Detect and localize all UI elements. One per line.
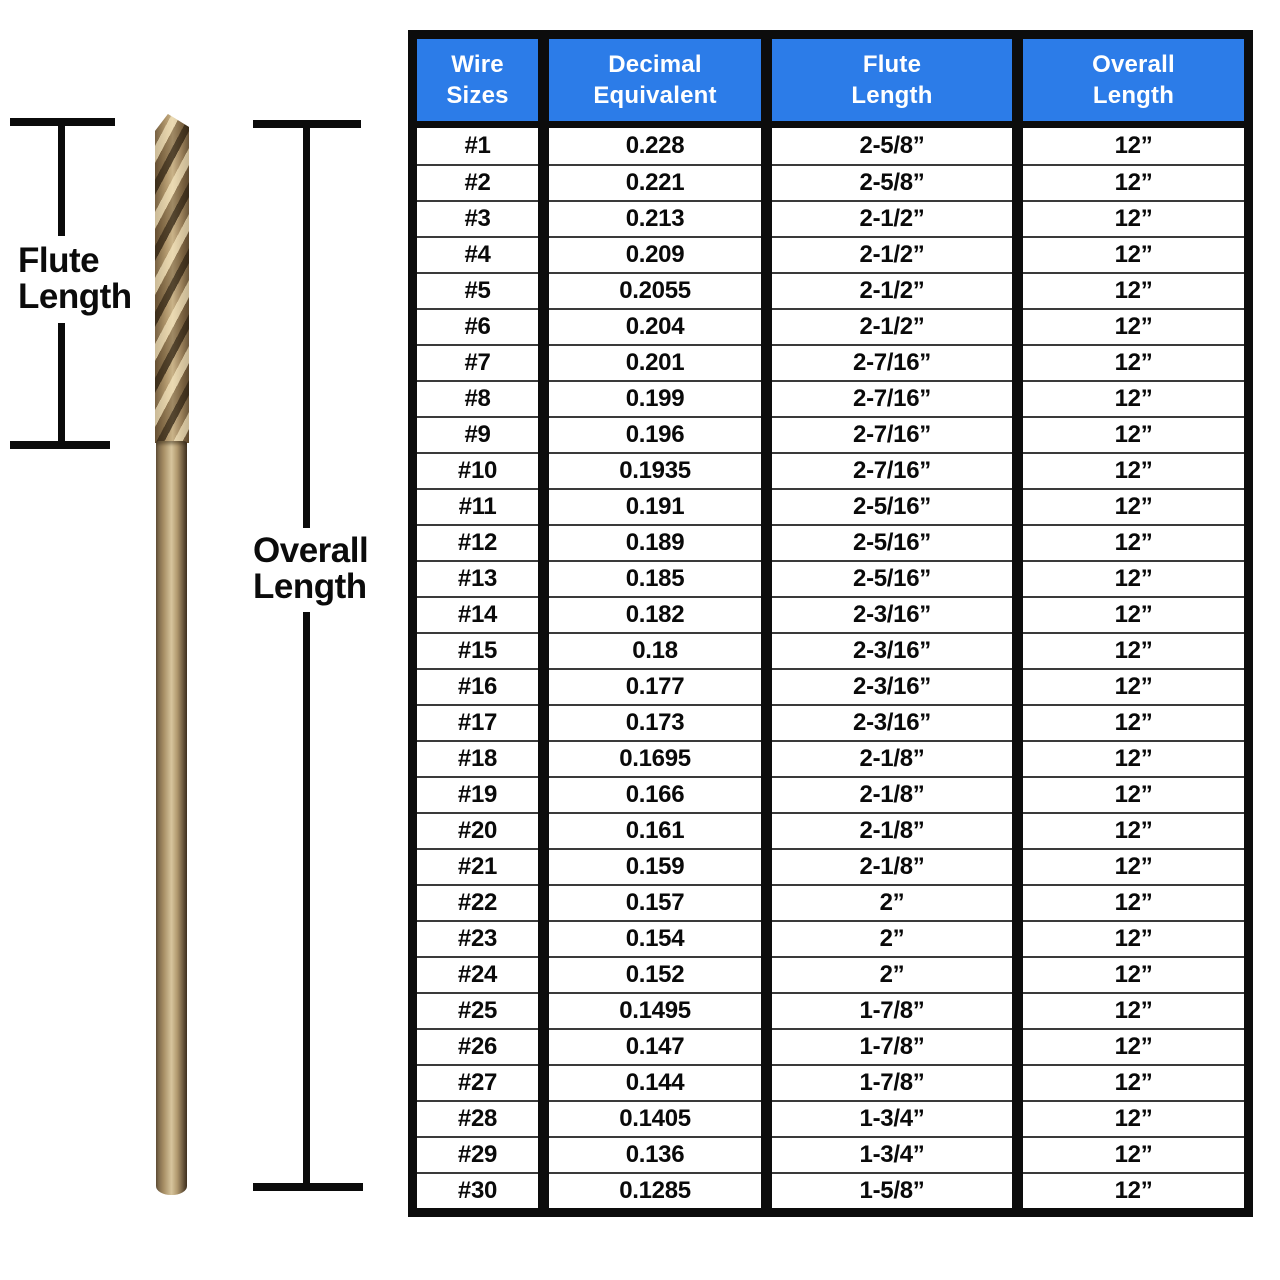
table-cell: 12” (1023, 128, 1244, 164)
table-cell: 2-1/2” (772, 236, 1012, 272)
table-cell: 12” (1023, 416, 1244, 452)
table-cell: 2-1/2” (772, 272, 1012, 308)
table-cell: #1 (417, 128, 538, 164)
table-cell: 2-5/16” (772, 560, 1012, 596)
table-row (417, 992, 1244, 1028)
table-cell: 0.221 (549, 164, 761, 200)
table-row (417, 812, 1244, 848)
table-row (417, 128, 1244, 164)
overall-length-label (253, 533, 368, 605)
table-cell: 2-5/8” (772, 164, 1012, 200)
flute-length-line-lower (58, 323, 65, 441)
table-cell: #20 (417, 812, 538, 848)
table-cell: 12” (1023, 488, 1244, 524)
table-cell: 0.199 (549, 380, 761, 416)
table-cell: 0.1405 (549, 1100, 761, 1136)
table-row (417, 200, 1244, 236)
table-cell: #22 (417, 884, 538, 920)
table-row (417, 632, 1244, 668)
table-cell: 2-3/16” (772, 704, 1012, 740)
table-row (417, 668, 1244, 704)
table-cell: 0.209 (549, 236, 761, 272)
table-cell: 2-1/2” (772, 308, 1012, 344)
table-cell: #2 (417, 164, 538, 200)
table-cell: 0.182 (549, 596, 761, 632)
table-cell: 0.147 (549, 1028, 761, 1064)
table-cell: #27 (417, 1064, 538, 1100)
overall-length-line-upper (303, 128, 310, 528)
table-cell: #23 (417, 920, 538, 956)
drill-diagram (0, 0, 408, 1280)
table-cell: #11 (417, 488, 538, 524)
overall-length-line-lower (303, 612, 310, 1183)
table-cell: #14 (417, 596, 538, 632)
table-cell: 2-5/8” (772, 128, 1012, 164)
table-row (417, 1172, 1244, 1208)
table-cell: 2-5/16” (772, 488, 1012, 524)
table-cell: 12” (1023, 920, 1244, 956)
table-cell: 12” (1023, 740, 1244, 776)
table-cell: 0.201 (549, 344, 761, 380)
table-cell: 12” (1023, 380, 1244, 416)
header-wire-sizes-line1: Wire (451, 51, 504, 78)
table-cell: 12” (1023, 1172, 1244, 1208)
table-cell: #17 (417, 704, 538, 740)
table-cell: 1-3/4” (772, 1100, 1012, 1136)
table-cell: #3 (417, 200, 538, 236)
table-cell: 0.204 (549, 308, 761, 344)
table-cell: #6 (417, 308, 538, 344)
table-cell: 0.173 (549, 704, 761, 740)
flute-length-label-line1: Flute (18, 241, 100, 280)
table-cell: #21 (417, 848, 538, 884)
table-cell: 2” (772, 884, 1012, 920)
table-cell: 0.196 (549, 416, 761, 452)
table-cell: 2” (772, 956, 1012, 992)
table-cell: #18 (417, 740, 538, 776)
table-cell: 0.1935 (549, 452, 761, 488)
table-cell: 2-3/16” (772, 632, 1012, 668)
table-cell: 0.177 (549, 668, 761, 704)
table-cell: 0.166 (549, 776, 761, 812)
table-row (417, 1136, 1244, 1172)
table-cell: 12” (1023, 1136, 1244, 1172)
overall-length-label-line1: Overall (253, 531, 369, 570)
table-cell: #5 (417, 272, 538, 308)
table-cell: 2-5/16” (772, 524, 1012, 560)
table-cell: 12” (1023, 776, 1244, 812)
table-cell: #30 (417, 1172, 538, 1208)
table-cell: #29 (417, 1136, 538, 1172)
table-cell: 0.189 (549, 524, 761, 560)
table-cell: 12” (1023, 272, 1244, 308)
header-flute-length-line2: Length (851, 82, 933, 109)
table-cell: #26 (417, 1028, 538, 1064)
header-overall-length-line1: Overall (1092, 51, 1175, 78)
table-cell: 2-7/16” (772, 380, 1012, 416)
table-header-row (417, 39, 1244, 128)
table-row (417, 488, 1244, 524)
table-cell: #10 (417, 452, 538, 488)
overall-length-label-line2: Length (253, 567, 367, 606)
header-decimal-equivalent (549, 39, 761, 121)
table-cell: #13 (417, 560, 538, 596)
header-overall-length-line2: Length (1092, 82, 1175, 109)
table-cell: 12” (1023, 344, 1244, 380)
table-row (417, 776, 1244, 812)
table-cell: 2-7/16” (772, 452, 1012, 488)
table-cell: 0.157 (549, 884, 761, 920)
table-row (417, 596, 1244, 632)
table-cell: #16 (417, 668, 538, 704)
drill-size-table (408, 30, 1253, 1217)
table-cell: #19 (417, 776, 538, 812)
table-cell: 2-7/16” (772, 344, 1012, 380)
table-row (417, 308, 1244, 344)
table-cell: 1-7/8” (772, 992, 1012, 1028)
table-row (417, 740, 1244, 776)
table-cell: 0.161 (549, 812, 761, 848)
table-cell: 12” (1023, 452, 1244, 488)
header-overall-length (1023, 39, 1244, 121)
table-cell: 2-1/8” (772, 812, 1012, 848)
table-row (417, 524, 1244, 560)
table-cell: 0.1495 (549, 992, 761, 1028)
table-cell: 2” (772, 920, 1012, 956)
table-row (417, 380, 1244, 416)
table-cell: #7 (417, 344, 538, 380)
overall-length-top-tick (253, 120, 361, 128)
table-cell: 0.1285 (549, 1172, 761, 1208)
table-cell: 12” (1023, 956, 1244, 992)
table-cell: 2-1/8” (772, 848, 1012, 884)
flute-length-bottom-tick (10, 441, 110, 449)
header-flute-length-line1: Flute (862, 51, 922, 78)
header-wire-sizes (417, 39, 538, 121)
table-cell: 0.1695 (549, 740, 761, 776)
table-cell: 2-3/16” (772, 668, 1012, 704)
table-cell: 12” (1023, 560, 1244, 596)
table-row (417, 236, 1244, 272)
table-cell: 1-3/4” (772, 1136, 1012, 1172)
table-cell: 12” (1023, 1100, 1244, 1136)
flute-length-label-line2: Length (18, 277, 132, 316)
table-cell: 12” (1023, 164, 1244, 200)
header-wire-sizes-line2: Sizes (446, 82, 509, 109)
table-cell: 0.228 (549, 128, 761, 164)
table-cell: #4 (417, 236, 538, 272)
table-body (417, 128, 1244, 1208)
table-cell: 2-1/8” (772, 740, 1012, 776)
table-cell: 0.2055 (549, 272, 761, 308)
header-decimal-equivalent-line1: Decimal (608, 51, 702, 78)
table-row (417, 920, 1244, 956)
table-cell: #25 (417, 992, 538, 1028)
table-row (417, 884, 1244, 920)
table-cell: #24 (417, 956, 538, 992)
table-cell: 12” (1023, 884, 1244, 920)
table-cell: 12” (1023, 812, 1244, 848)
overall-length-bottom-tick (253, 1183, 363, 1191)
table-row (417, 956, 1244, 992)
table-row (417, 1100, 1244, 1136)
table-cell: 12” (1023, 1064, 1244, 1100)
table-cell: 0.159 (549, 848, 761, 884)
table-row (417, 1028, 1244, 1064)
table-cell: 12” (1023, 524, 1244, 560)
table-row (417, 704, 1244, 740)
table-cell: 12” (1023, 596, 1244, 632)
table-cell: 12” (1023, 236, 1244, 272)
table-cell: 12” (1023, 668, 1244, 704)
table-cell: 0.213 (549, 200, 761, 236)
drill-bit-image (155, 114, 189, 1195)
table-cell: #9 (417, 416, 538, 452)
table-cell: 0.144 (549, 1064, 761, 1100)
header-flute-length (772, 39, 1012, 121)
table-cell: 0.185 (549, 560, 761, 596)
table-cell: 0.18 (549, 632, 761, 668)
header-decimal-equivalent-line2: Equivalent (593, 82, 717, 109)
table-cell: 2-3/16” (772, 596, 1012, 632)
table-cell: 1-7/8” (772, 1064, 1012, 1100)
table-row (417, 416, 1244, 452)
table-cell: 0.191 (549, 488, 761, 524)
table-cell: #15 (417, 632, 538, 668)
flute-length-line-upper (58, 126, 65, 236)
table-row (417, 164, 1244, 200)
table-cell: 12” (1023, 632, 1244, 668)
table-row (417, 848, 1244, 884)
table-cell: 2-7/16” (772, 416, 1012, 452)
flute-length-label (18, 243, 132, 315)
table-cell: 2-1/2” (772, 200, 1012, 236)
table-row (417, 272, 1244, 308)
flute-length-top-tick (10, 118, 115, 126)
table-cell: 1-5/8” (772, 1172, 1012, 1208)
table-cell: #12 (417, 524, 538, 560)
table-cell: 2-1/8” (772, 776, 1012, 812)
table-cell: 12” (1023, 1028, 1244, 1064)
table-cell: 0.136 (549, 1136, 761, 1172)
table-row (417, 452, 1244, 488)
table-cell: 12” (1023, 200, 1244, 236)
table-row (417, 1064, 1244, 1100)
table-row (417, 560, 1244, 596)
table-cell: 12” (1023, 848, 1244, 884)
table-cell: 12” (1023, 992, 1244, 1028)
table-cell: 0.154 (549, 920, 761, 956)
table-cell: #8 (417, 380, 538, 416)
table-cell: 12” (1023, 704, 1244, 740)
table-cell: 0.152 (549, 956, 761, 992)
drill-bit-shank (156, 441, 187, 1195)
table-cell: 1-7/8” (772, 1028, 1012, 1064)
drill-bit-flutes (155, 114, 189, 443)
table-row (417, 344, 1244, 380)
table-cell: 12” (1023, 308, 1244, 344)
table-cell: #28 (417, 1100, 538, 1136)
